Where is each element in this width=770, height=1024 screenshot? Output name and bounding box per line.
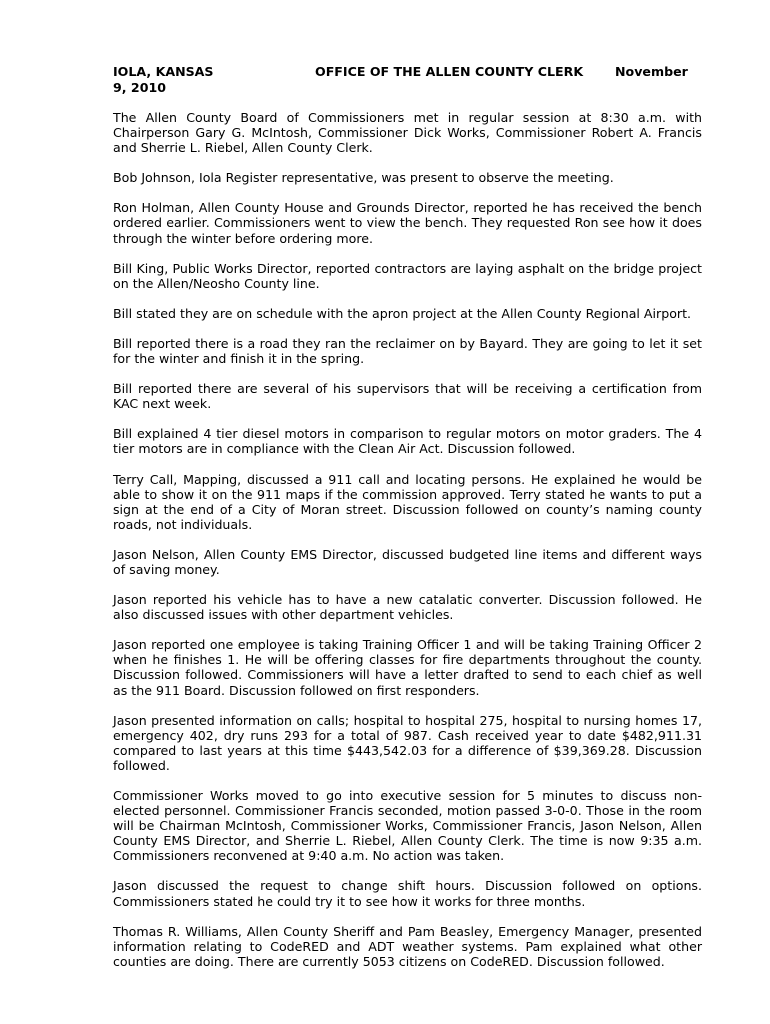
document-header: [113, 64, 702, 96]
paragraph: Bob Johnson, Iola Register representative, was present to observe the meeting.: [113, 170, 614, 186]
paragraph: Ron Holman, Allen County House and Grounds Director, reported he has received the bench ordered earlier. Commissioners went to view the bench. They requested Ron see how it does through the winter before ordering more.: [113, 200, 702, 246]
document-page: [113, 64, 702, 984]
paragraph: Jason reported his vehicle has to have a new catalatic converter. Discussion followed. He also discussed issues with other department vehicles.: [113, 592, 702, 623]
paragraph: Thomas R. Williams, Allen County Sheriff and Pam Beasley, Emergency Manager, presented information relating to CodeRED and ADT weather systems. Pam explained what other counties are doing. There are currently 5053 citizens on CodeRED. Discussion followed.: [113, 923, 702, 969]
paragraph: Jason Nelson, Allen County EMS Director, discussed budgeted line items and different ways of saving money.: [113, 546, 702, 577]
paragraph: Commissioner Works moved to go into executive session for 5 minutes to discuss non-elected personnel. Commissioner Francis seconded, motion passed 3-0-0. Those in the room will be Chairman McIntosh, Commissioner Works, Commissioner Francis, Jason Nelson, Allen County EMS Director, and Sherrie L. Riebel, Allen County Clerk. The time is now 9:35 a.m. Commissioners reconvened at 9:40 a.m. No action was taken.: [113, 788, 702, 864]
paragraph: Terry Call, Mapping, discussed a 911 call and locating persons. He explained he would be able to show it on the 911 maps if the commission approved. Terry stated he wants to put a sign at the end of a City of Moran street. Discussion followed on county’s naming county roads, not individuals.: [113, 471, 702, 532]
header-office-title: OFFICE OF THE ALLEN COUNTY CLERK: [315, 64, 584, 79]
paragraph: Bill reported there is a road they ran the reclaimer on by Bayard. They are going to let it set for the winter and finish it in the spring.: [113, 335, 702, 367]
paragraph: Bill reported there are several of his supervisors that will be receiving a certification from KAC next week.: [113, 381, 702, 412]
header-date-month: November: [615, 64, 688, 79]
minutes-body: [113, 110, 702, 969]
paragraph: Bill King, Public Works Director, reported contractors are laying asphalt on the bridge project on the Allen/Neosho County line.: [113, 260, 702, 291]
paragraph: Jason presented information on calls; hospital to hospital 275, hospital to nursing homes 17, emergency 402, dry runs 293 for a total of 987. Cash received year to date $482,911.31 compared to last years at this time $443,542.03 for a difference of $39,369.28. Discussion followed.: [113, 712, 702, 773]
paragraph: Bill explained 4 tier diesel motors in comparison to regular motors on motor graders. The 4 tier motors are in compliance with the Clean Air Act. Discussion followed.: [113, 426, 702, 457]
header-location: IOLA, KANSAS: [113, 64, 214, 79]
paragraph-opening: The Allen County Board of Commissioners met in regular session at 8:30 a.m. with Chairperson Gary G. McIntosh, Commissioner Dick Works, Commissioner Robert A. Francis and Sherrie L. Riebel, Allen County Clerk.: [113, 110, 702, 156]
header-date-year: 9, 2010: [113, 80, 166, 95]
paragraph: Bill stated they are on schedule with the apron project at the Allen County Regional Airport.: [113, 305, 692, 321]
paragraph: Jason reported one employee is taking Training Officer 1 and will be taking Training Officer 2 when he finishes 1. He will be offering classes for fire departments throughout the county. Discussion followed. Commissioners will have a letter drafted to send to each chief as well as the 911 Board. Discussion followed on first responders.: [113, 637, 702, 698]
paragraph: Jason discussed the request to change shift hours. Discussion followed on options. Commissioners stated he could try it to see how it works for three months.: [113, 878, 702, 909]
